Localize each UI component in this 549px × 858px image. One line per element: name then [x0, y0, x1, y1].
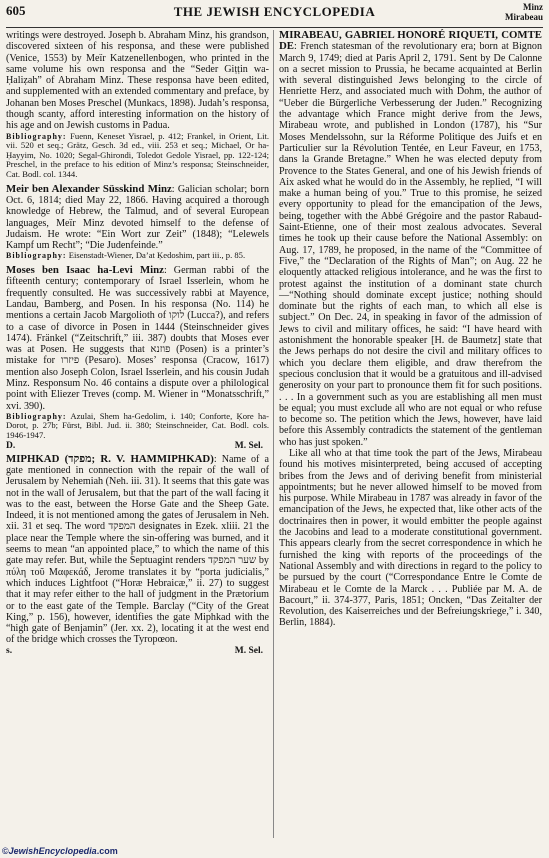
minz-bibliography [6, 132, 269, 180]
article-headword: MIPHKAD (מפקד; R. V. HAMMIPHKAD) [6, 452, 214, 465]
guide-word-first: Minz [523, 2, 543, 12]
header-rule [6, 27, 543, 28]
column-divider [273, 30, 274, 838]
article-body: : Name of a gate mentioned in connection with the repair of the wall of Jerusalem by Nehemiah (Neh. iii. 31). It seems that this gate was not in the wall of Jerusalem, but that the part of the wall facing it was to the east, between the Horse Gate and the Sheep Gate. Indeed, it is not mentioned among the gates of Jerusalem in Neh. xii. 31 et seq. The word המפקד designates in Ezek. xliii. 21 the place near the Temple where the sin-offering was burned, and it seems to mean “an appointed place,” to which the name of this gate may refer. But, while the Septuagint renders שער המפקד by πύλη τοῦ Μαφεκάδ, Jerome translates it by “porta judicialis,” which induces Lightfoot (“Horæ Hebraicæ,” ii. 27) to suggest that it may refer either to the hall of judgment in the Prætorium or to the east gate of the Temple. Barclay (“City of the Great King,” p. 156), however, identifies the gate Miphkad with the “high gate of Benjamin” (Jer. xx. 2), locating it at the west end of the bridge which crosses the Tyropœon. [6, 453, 270, 646]
signature-author: M. Sel. [234, 440, 263, 451]
minz-article-tail: writings were destroyed. Joseph b. Abraham Minz, his grandson, discovered sixteen of his responsa, and these were published (Venice, 1553) by Meïr Katzenellenbogen, who printed in the same volume his own responsa and the “Seder Giṭṭin wa-Ḥaliẓah” of Abraham Minz. These responsa have been edited, and supplemented with an extended commentary and preface, by Johanan ben Moses Preschel (Munkacs, 1898). Judah’s responsa, though scanty, afford interesting information on the history of his age and on Jewish customs in Padua. [6, 30, 269, 132]
watermark-domain: .com [96, 846, 118, 856]
bibliography-text: Azulai, Shem ha-Gedolim, i. 140; Conforte, Ḳore ha-Dorot, p. 27b; Fürst, Bibl. Jud. ii. 380; Steinschneider, Cat. Bodl. cols. 1946-1947. [6, 410, 269, 441]
mirabeau-article-continued: Like all who at that time took the part of the Jews, Mirabeau found his motives misinterpreted, being accused of accepting bribes from the Jews and of deriving benefit from ministerial appointments; but he never allowed himself to be moved from his purpose. While Mirabeau in 1787 was already in favor of the emancipation of the Jews, he expected that, like other acts of the doctrinaires then in power, it would embitter the people against the Jacobins and lead to a moderate constitutional government. This appears clearly from the secret correspondence in which he furnished the king with reports of the proceedings of the National Assembly and with directions in regard to the policy to be pursued by the court (“Correspondance Entre le Comte de Mirabeau et le Comte de la Marck . . . Publiée par M. A. de Bacourt,” ii. 374-377, Paris, 1851; Oncken, “Das Zeitalter der Revolution, des Kaiserreiches und der Befreiungskriege,” i. 340, Berlin, 1884). [279, 447, 542, 629]
left-column [6, 30, 269, 659]
copyright-symbol: © [2, 846, 9, 856]
signature-initial: D. [6, 440, 16, 451]
article-headword: Meir ben Alexander Süsskind Minz [6, 182, 172, 195]
bibliography-text: Eisenstadt-Wiener, Da’at Ḳedoshim, part iii., p. 85. [68, 250, 246, 261]
miphkad-article [6, 454, 269, 646]
page-number: 605 [6, 3, 26, 18]
article-body: : German rabbi of the fifteenth century; contemporary of Israel Isserlein, whom he frequently consulted. He was successively rabbi at Mayence, Landau, Bamberg, and Posen. In his responsa (No. 114) he mentions a certain Jacob Margolioth of לוקו (Lucca?), and refers to a case of divorce in Posen in 1444 (Steinschneider gives 1474). Fränkel (“Zeitschrift,” iii. 387) doubts that Moses ever was at Posen. He suggests that פוזנא (Posen) is a printer’s mistake for פיזרו (Pesaro). Moses’ responsa (Cracow, 1617) mention also Joseph Colon, Israel Isserlein, and his cousin Judah Minz. Responsum No. 46 contains a dispute over a philological point with Eliezer Treves (comp. M. Wiener in “Monatsschrift,” xvi. 390). [6, 265, 270, 412]
meir-minz-article [6, 184, 269, 252]
article-body: : Galician scholar; born Oct. 6, 1814; died May 22, 1866. Having acquired a thorough knowledge of Hebrew, the Talmud, and of several European languages, Meïr Minz devoted himself to the defense of Judaism. He wrote: “Ein Wort zur Zeit” (1848); “Lelewels Kampf um Recht”; “Die Judenfeinde.” [6, 183, 269, 252]
article-signature [6, 646, 269, 657]
bibliography-label: Bibliography: [6, 131, 67, 141]
watermark-brand: JewishEncyclopedia [8, 846, 97, 856]
bibliography-label: Bibliography: [6, 251, 67, 261]
page-header [6, 2, 543, 30]
moses-minz-article [6, 265, 269, 412]
guide-word-last: Mirabeau [505, 12, 543, 22]
signature-initial: s. [6, 645, 13, 656]
bibliography-text: Fuenn, Keneset Yisrael, p. 412; Frankel, in Orient, Lit. vii. 520 et seq.; Grätz, Gesch. 3d ed., viii. 253 et seq.; Michael, Or ha-Ḥayyim, No. 1020; Segal-Ghirondi, Toledot Gedole Yisrael, pp. 122-124; Preschel, in the preface to his edition of Minz’s responsa; Steinschneider, Cat. Bodl. col. 1344. [6, 130, 269, 180]
site-watermark [2, 846, 118, 856]
right-column [279, 30, 542, 629]
bibliography-label: Bibliography: [6, 411, 67, 421]
moses-minz-bibliography [6, 412, 269, 441]
meir-minz-bibliography [6, 251, 269, 261]
article-headword: Moses ben Isaac ha-Levi Minz [6, 264, 164, 277]
signature-author: M. Sel. [234, 645, 263, 656]
article-headword: MIRABEAU, GABRIEL HONORÉ RIQUETI, COMTE DE [279, 29, 542, 53]
article-body: : French statesman of the revolutionary era; born at Bignon March 9, 1749; died at Paris April 2, 1791. Sent by De Calonne on a secret mission to Prussia, he became acquainted at Berlin with several distinguished Jews belonging to the circle of Henriette Herz, and associated much with Dohm, the author of “Ueber die Bürgerliche Verbesserung der Juden.” Recognizing the advantage which France might derive from the Jews, Mirabeau wrote, and published in London (1787), his “Sur Moses Mendelssohn, sur la Réforme Politique des Juifs et en Particulier sur la Révolution Tentée, en Leur Faveur, en 1753, dans la Grande Bretagne.” When he was elected deputy from Provence to the States General, and one of his Jewish friends of Aix asked what he would do in the Assembly, he replied, “I will make a human being of you.” True to this promise, he seized every opportunity to plead for the emancipation of the Jews, being, together with the Abbé Grégoire and the pastor Rabaud-Saint-Etienne, one of their most zealous advocates. Several times he took up their cause before the National Assembly: on Aug. 17, 1789, he proposed, in the name of the “Committee of Five,” the “Declaration of the Rights of Man”; on Aug. 22 he eloquently attacked religious intolerance, and he was the first to protest against the institution of a dominant state church—“Nothing should dominate except justice; nothing should dominate but the rights of each man, to which all else is subject.” On Dec. 24, in speaking in favor of the admission of Jews to civil and military offices, he said: “I have heard with astonishment the honorable speaker [H. de Baumetz] state that the Jews perhaps do not desire the civil and military offices to which you declare them eligible, and draw therefrom the specious conclusion that it would be a gratuitous and ill-advised generosity on your part to pronounce them fit for such positions. . . . In a government such as you are establishing all men must be equal; you must exclude all who are not equal or who refuse to become so. The petition which the Jews, however, have laid before this Assembly contradicts the statement of the gentleman who has just spoken.” [279, 41, 542, 448]
guide-words [505, 2, 543, 22]
mirabeau-article [279, 30, 542, 448]
article-signature [6, 441, 269, 452]
running-title: THE JEWISH ENCYCLOPEDIA [173, 4, 376, 19]
